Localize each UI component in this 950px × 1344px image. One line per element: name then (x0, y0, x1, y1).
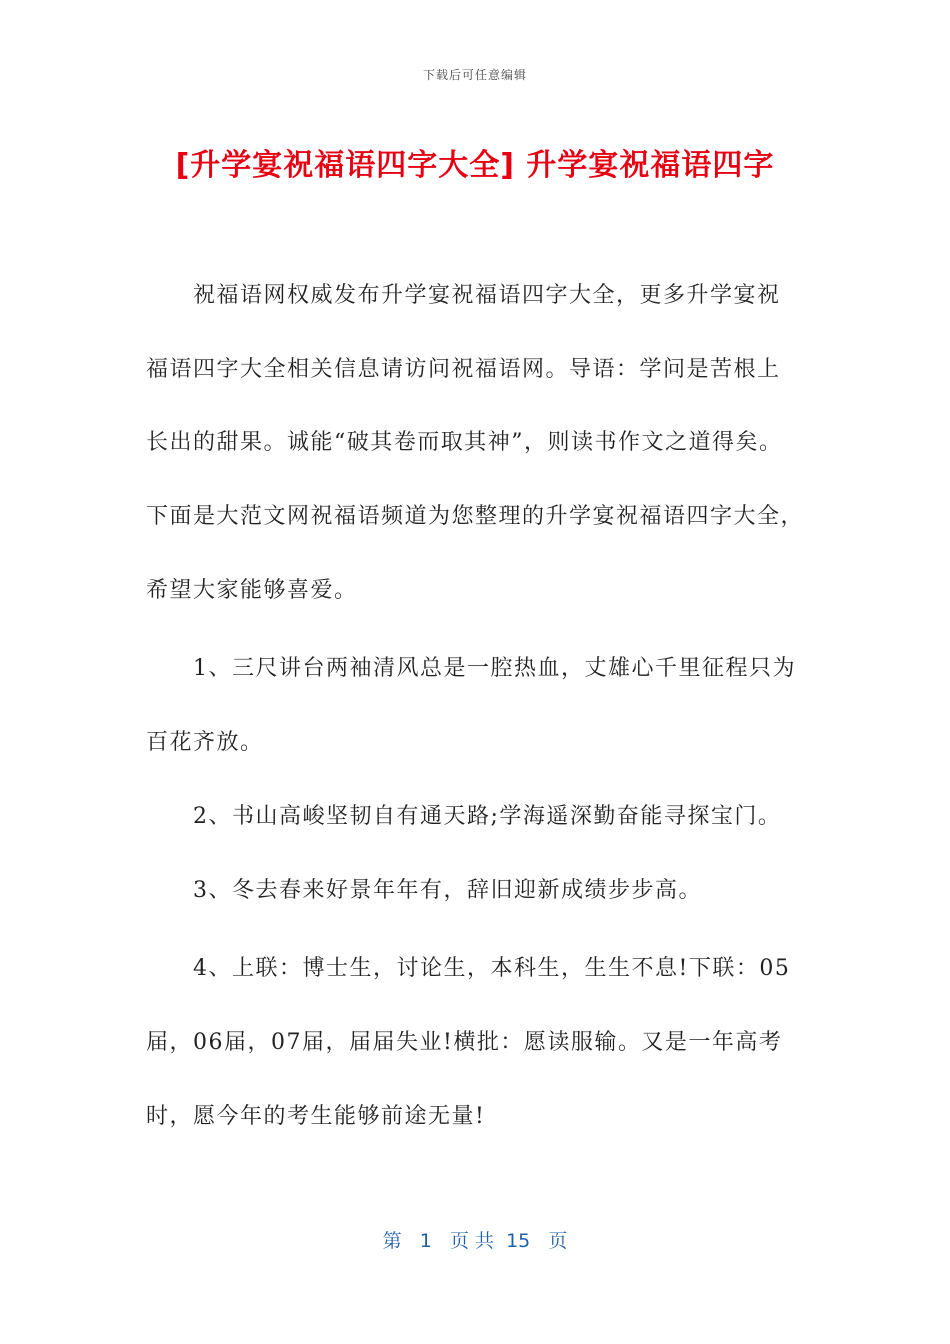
paragraph-line: 祝福语网权威发布升学宴祝福语四字大全，更多升学宴祝 (146, 283, 781, 308)
page-label-middle: 页 共 (449, 1230, 494, 1252)
paragraph-line: 百花齐放。 (146, 730, 264, 755)
current-page-number: 1 (419, 1230, 432, 1252)
document-title: [升学宴祝福语四字大全] 升学宴祝福语四字 (175, 148, 775, 183)
paragraph-line: 3、冬去春来好景年年有，辞旧迎新成绩步步高。 (146, 878, 702, 903)
page-label-prefix: 第 (382, 1230, 402, 1252)
paragraph-line: 届，06届，07届，届届失业!横批：愿读服输。又是一年高考 (146, 1030, 783, 1055)
paragraph-line: 希望大家能够喜爱。 (146, 578, 358, 603)
paragraph-line: 4、上联：博士生，讨论生，本科生，生生不息!下联：05 (146, 956, 791, 981)
paragraph-line: 下面是大范文网祝福语频道为您整理的升学宴祝福语四字大全， (146, 504, 805, 529)
page-indicator (0, 1226, 950, 1253)
header-note: 下载后可任意编辑 (422, 68, 527, 82)
total-pages-number: 15 (506, 1230, 531, 1252)
paragraph-line: 时，愿今年的考生能够前途无量! (146, 1104, 486, 1129)
paragraph-line: 1、三尺讲台两袖清风总是一腔热血，丈雄心千里征程只为 (146, 656, 796, 681)
paragraph-line: 长出的甜果。诚能“破其卷而取其神”，则读书作文之道得矣。 (146, 430, 783, 455)
page-label-suffix: 页 (548, 1230, 568, 1252)
paragraph-line: 2、书山高峻坚韧自有通天路;学海遥深勤奋能寻探宝门。 (146, 804, 782, 829)
paragraph-line: 福语四字大全相关信息请访问祝福语网。导语：学问是苦根上 (146, 357, 781, 382)
